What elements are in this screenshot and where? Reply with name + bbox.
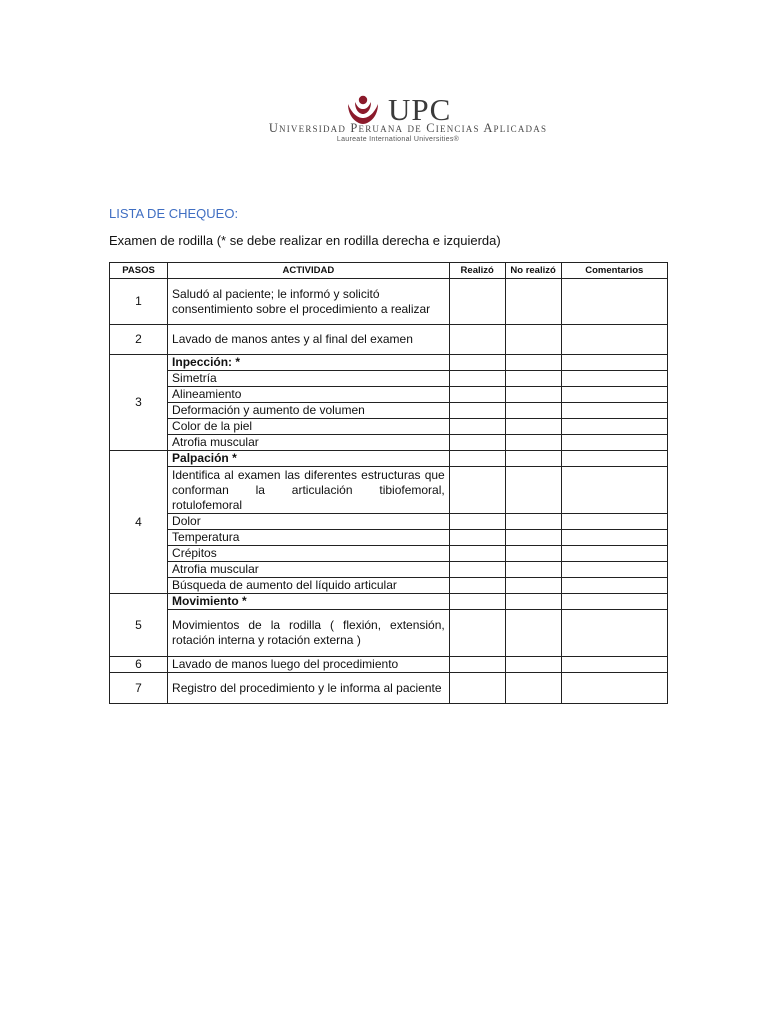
table-row — [110, 578, 668, 594]
no-realizo-cell[interactable] — [505, 279, 561, 325]
table-row — [110, 355, 668, 371]
table-row — [110, 594, 668, 610]
comentarios-cell[interactable] — [561, 610, 667, 657]
table-row — [110, 371, 668, 387]
activity-text: Atrofia muscular — [168, 435, 450, 451]
activity-group-heading: Movimiento * — [168, 594, 450, 610]
activity-text: Crépitos — [168, 546, 450, 562]
activity-text: Deformación y aumento de volumen — [168, 403, 450, 419]
realizo-cell[interactable] — [449, 355, 505, 371]
network-name: Laureate International Universities® — [336, 136, 460, 143]
comentarios-cell[interactable] — [561, 355, 667, 371]
step-number: 5 — [110, 594, 168, 657]
activity-text: Identifica al examen las diferentes estructuras que conforman la articulación tibiofemoral, rotulofemoral — [168, 467, 450, 514]
exam-note: (* se debe realizar en rodilla derecha e izquierda) — [216, 233, 501, 248]
activity-text: Movimientos de la rodilla ( flexión, extensión, rotación interna y rotación externa ) — [168, 610, 450, 657]
no-realizo-cell[interactable] — [505, 610, 561, 657]
realizo-cell[interactable] — [449, 562, 505, 578]
university-name: Universidad Peruana de Ciencias Aplicadas — [268, 121, 548, 135]
comentarios-cell[interactable] — [561, 371, 667, 387]
step-number: 2 — [110, 325, 168, 355]
no-realizo-cell[interactable] — [505, 467, 561, 514]
exam-name: Examen de rodilla — [109, 233, 214, 248]
realizo-cell[interactable] — [449, 403, 505, 419]
realizo-cell[interactable] — [449, 673, 505, 704]
table-row — [110, 610, 668, 657]
comentarios-cell[interactable] — [561, 467, 667, 514]
step-number: 6 — [110, 657, 168, 673]
no-realizo-cell[interactable] — [505, 530, 561, 546]
no-realizo-cell[interactable] — [505, 451, 561, 467]
table-row — [110, 435, 668, 451]
activity-group-heading: Palpación * — [168, 451, 450, 467]
no-realizo-cell[interactable] — [505, 419, 561, 435]
table-row — [110, 325, 668, 355]
brand-wordmark: UPC — [388, 92, 452, 127]
header-actividad: ACTIVIDAD — [168, 263, 450, 279]
upc-logo — [248, 92, 568, 152]
header-no-realizo: No realizó — [505, 263, 561, 279]
activity-text: Lavado de manos antes y al final del examen — [168, 325, 450, 355]
no-realizo-cell[interactable] — [505, 673, 561, 704]
activity-text: Atrofia muscular — [168, 562, 450, 578]
table-row — [110, 467, 668, 514]
no-realizo-cell[interactable] — [505, 514, 561, 530]
table-row — [110, 387, 668, 403]
table-row — [110, 562, 668, 578]
realizo-cell[interactable] — [449, 435, 505, 451]
realizo-cell[interactable] — [449, 325, 505, 355]
realizo-cell[interactable] — [449, 657, 505, 673]
activity-text: Dolor — [168, 514, 450, 530]
no-realizo-cell[interactable] — [505, 594, 561, 610]
header-comentarios: Comentarios — [561, 263, 667, 279]
comentarios-cell[interactable] — [561, 594, 667, 610]
comentarios-cell[interactable] — [561, 451, 667, 467]
no-realizo-cell[interactable] — [505, 371, 561, 387]
comentarios-cell[interactable] — [561, 514, 667, 530]
comentarios-cell[interactable] — [561, 657, 667, 673]
no-realizo-cell[interactable] — [505, 435, 561, 451]
checklist-body — [110, 279, 668, 704]
realizo-cell[interactable] — [449, 371, 505, 387]
realizo-cell[interactable] — [449, 610, 505, 657]
table-row — [110, 673, 668, 704]
realizo-cell[interactable] — [449, 279, 505, 325]
checklist-table — [109, 262, 668, 704]
section-title: LISTA DE CHEQUEO: — [109, 206, 239, 221]
realizo-cell[interactable] — [449, 419, 505, 435]
comentarios-cell[interactable] — [561, 546, 667, 562]
table-row — [110, 514, 668, 530]
table-row — [110, 451, 668, 467]
table-row — [110, 403, 668, 419]
no-realizo-cell[interactable] — [505, 562, 561, 578]
comentarios-cell[interactable] — [561, 325, 667, 355]
activity-text: Simetría — [168, 371, 450, 387]
no-realizo-cell[interactable] — [505, 657, 561, 673]
no-realizo-cell[interactable] — [505, 546, 561, 562]
comentarios-cell[interactable] — [561, 673, 667, 704]
no-realizo-cell[interactable] — [505, 325, 561, 355]
step-number: 7 — [110, 673, 168, 704]
realizo-cell[interactable] — [449, 578, 505, 594]
table-row — [110, 657, 668, 673]
activity-text: Temperatura — [168, 530, 450, 546]
comentarios-cell[interactable] — [561, 530, 667, 546]
realizo-cell[interactable] — [449, 514, 505, 530]
realizo-cell[interactable] — [449, 594, 505, 610]
no-realizo-cell[interactable] — [505, 578, 561, 594]
activity-text: Alineamiento — [168, 387, 450, 403]
table-row — [110, 419, 668, 435]
comentarios-cell[interactable] — [561, 279, 667, 325]
step-number: 4 — [110, 451, 168, 594]
table-header-row — [110, 263, 668, 279]
step-number: 3 — [110, 355, 168, 451]
header-pasos: PASOS — [110, 263, 168, 279]
comentarios-cell[interactable] — [561, 562, 667, 578]
activity-text: Color de la piel — [168, 419, 450, 435]
no-realizo-cell[interactable] — [505, 355, 561, 371]
realizo-cell[interactable] — [449, 530, 505, 546]
realizo-cell[interactable] — [449, 546, 505, 562]
comentarios-cell[interactable] — [561, 419, 667, 435]
comentarios-cell[interactable] — [561, 435, 667, 451]
no-realizo-cell[interactable] — [505, 387, 561, 403]
activity-text: Registro del procedimiento y le informa al paciente — [168, 673, 450, 704]
realizo-cell[interactable] — [449, 387, 505, 403]
comentarios-cell[interactable] — [561, 403, 667, 419]
comentarios-cell[interactable] — [561, 578, 667, 594]
table-row — [110, 279, 668, 325]
exam-subtitle — [109, 233, 501, 248]
activity-text: Lavado de manos luego del procedimiento — [168, 657, 450, 673]
realizo-cell[interactable] — [449, 451, 505, 467]
comentarios-cell[interactable] — [561, 387, 667, 403]
realizo-cell[interactable] — [449, 467, 505, 514]
activity-group-heading: Inpección: * — [168, 355, 450, 371]
header-realizo: Realizó — [449, 263, 505, 279]
table-row — [110, 546, 668, 562]
table-row — [110, 530, 668, 546]
step-number: 1 — [110, 279, 168, 325]
activity-text: Búsqueda de aumento del líquido articular — [168, 578, 450, 594]
no-realizo-cell[interactable] — [505, 403, 561, 419]
activity-text: Saludó al paciente; le informó y solicitó consentimiento sobre el procedimiento a realizar — [168, 279, 450, 325]
